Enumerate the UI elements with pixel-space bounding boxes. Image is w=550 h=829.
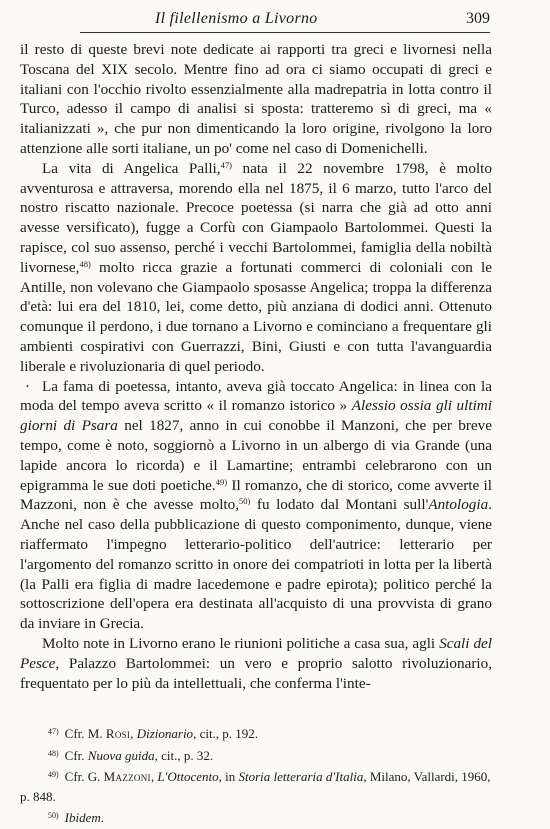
footnote-ref-47[interactable]: 47) bbox=[220, 159, 232, 170]
footnote-49: $^{49)}$ Cfr. G. Mazzoni, L'Ottocento, in Storia letteraria d'Italia, Milano, Vallardi, 1960, p. 848. bbox=[20, 769, 491, 804]
journal-title: Antologia bbox=[428, 496, 489, 514]
footnote-48: $^{48)}$ Cfr. Nuova guida, cit., p. 32. bbox=[48, 747, 214, 763]
running-header bbox=[80, 8, 490, 33]
paragraph-3: • La fama di poetessa, intanto, aveva già toccato Angelica: in linea con la moda del tempo aveva scritto « il romanzo istorico » Alessio ossia gli ultimi giorni di Psara nel 1827, anno in cui conobbe il Manzoni, che per breve tempo, come è noto, soggiornò a Livorno in un albergo di via Grande (una lapide ancora lo ricorda) e il Lamartine; entrambi celebrarono con un epigramma le sue doti poetiche.$^{49)}$ Il romanzo, che di storico, come avverte il Mazzoni, non è che avesse molto,$^{50)}$ fu lodato dal Montani sull'Antologia. Anche nel caso della pubblicazione di questo componimento, dunque, viene riaffermato l'impegno letterario-politico dell'autrice: letterario per l'argomento del romanzo scritto in onore dei compatrioti in lotta per la libertà (la Palli era figlia di madre lacedemone e padre epirota); politico perché la sottoscrizione dell'opera era destinata all'acquisto di una provvista di grano da inviare in Grecia. bbox=[20, 377, 492, 634]
footnote-50: $^{50)}$ Ibidem. bbox=[48, 810, 105, 825]
page-number: 309 bbox=[466, 10, 490, 27]
paragraph-2: La vita di Angelica Palli,$^{47)}$ nata il 22 novembre 1798, è molto avventurosa e attraversa, morendo ella nel 1875, il 6 marzo, tutto l'arco del nostro riscatto nazionale. Precoce poetessa (si narra che già ad otto anni avesse versificato), fugge a Corfù con Giampaolo Bartolommei. Questi la rapisce, col suo assenso, perché i vecchi Bartolommei, famiglia della nobiltà livornese,$^{48)}$ molto ricca grazie a fortunati commerci di coloniali con le Antille, non volevano che Giampaolo sposasse Angelica; troppa la differenza d'età: lui era del 1810, lei, come detto, più anziana di dodici anni. Ottenuto comunque il perdono, i due tornano a Livorno e cominciano a frequentare gli ambienti cospirativi con Guerrazzi, Bini, Giusti e con tutta l'avanguardia liberale e rivoluzionaria di quel periodo. bbox=[20, 159, 492, 375]
main-text bbox=[20, 40, 492, 693]
footnote-ref-49[interactable]: 49) bbox=[215, 476, 228, 487]
footnote-ref-50[interactable]: 50) bbox=[239, 496, 251, 507]
place-name: Scali del Pesce bbox=[20, 634, 493, 672]
footnote-47: $^{47)}$ Cfr. M. Rosi, Dizionario, cit., p. 192. bbox=[48, 726, 259, 741]
footnotes bbox=[20, 722, 492, 828]
footnote-ref-48[interactable]: 48) bbox=[79, 258, 91, 269]
running-title: Il filellenismo a Livorno bbox=[155, 10, 318, 27]
paragraph-1: il resto di queste brevi note dedicate ai rapporti tra greci e livornesi nella Toscana del XIX secolo. Mentre fino ad ora ci siamo occupati di greci e italiani con l'occhio rivolto essenzialmente alla madrepatria in lotta contro il Turco, adesso il campo di analisi si sposta: tratteremo sì di greci, ma « italianizzati », che pur non dimenticando la loro origine, rivolgono la loro attenzione alle sorti italiane, un po' come nel caso di Domenichelli. bbox=[20, 41, 492, 157]
paragraph-4: Molto note in Livorno erano le riunioni politiche a casa sua, agli Scali del Pesce, Palazzo Bartolommei: un vero e proprio salotto rivoluzionario, frequentato per lo più da intellettuali, che conferma l'inte- bbox=[20, 634, 493, 692]
novel-title: Alessio ossia gli ultimi giorni di Psara bbox=[20, 397, 492, 435]
